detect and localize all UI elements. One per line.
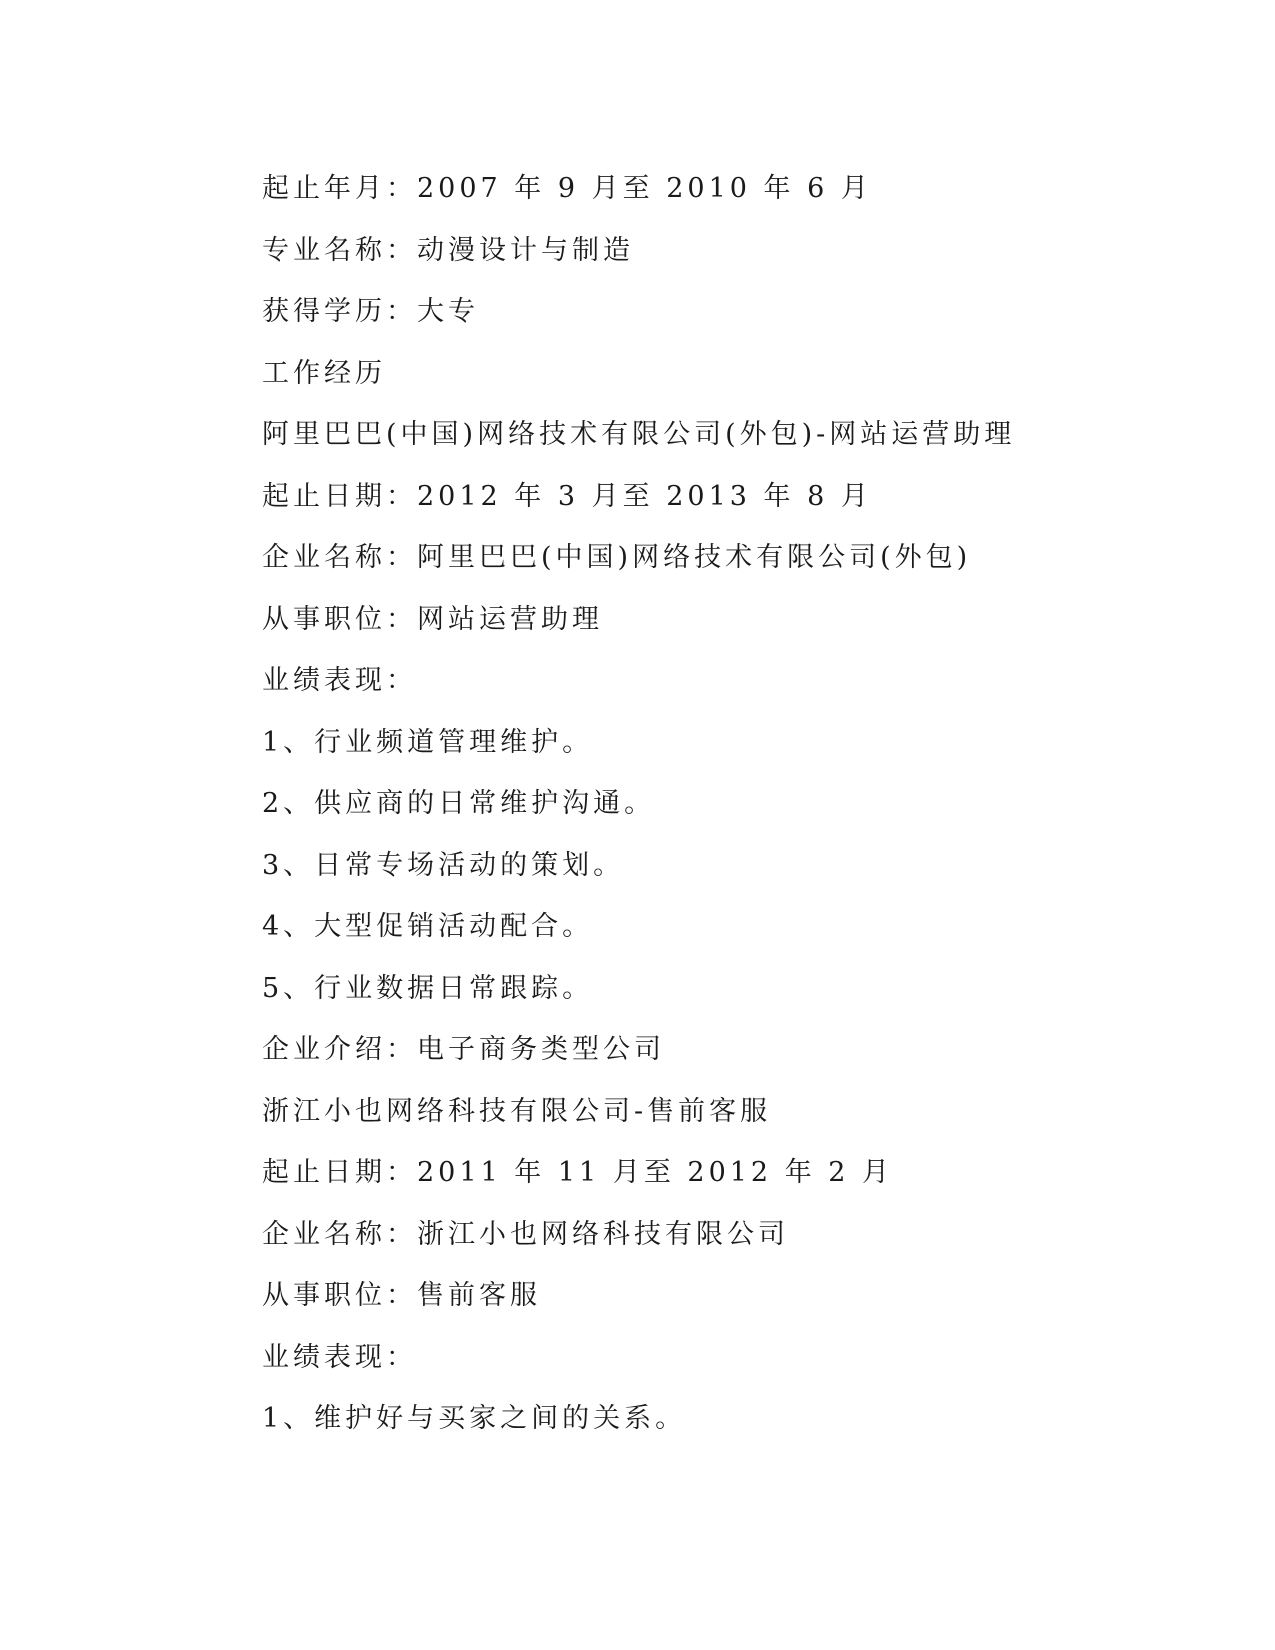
job-1-performance-item: 4、大型促销活动配合。 [262,911,594,942]
degree-line: 获得学历：大专 [262,296,479,327]
job-2-company-line: 企业名称：浙江小也网络科技有限公司 [262,1218,789,1250]
major-name-line: 专业名称：动漫设计与制造 [262,234,634,266]
job-1-position-line: 从事职位：网站运营助理 [262,603,603,635]
job-2-position-line: 从事职位：售前客服 [262,1280,541,1311]
job-2-performance-item: 1、维护好与买家之间的关系。 [262,1403,687,1434]
education-period-line: 起止年月：2007 年 9 月至 2010 年 6 月 [262,173,872,204]
resume-text-block [262,158,1162,1450]
job-1-performance-item: 3、日常专场活动的策划。 [262,849,625,881]
job-1-performance-item: 1、行业频道管理维护。 [262,726,594,758]
job-1-company-line: 企业名称：阿里巴巴(中国)网络技术有限公司(外包) [262,542,972,573]
job-2-period-line: 起止日期：2011 年 11 月至 2012 年 2 月 [262,1157,894,1188]
job-1-performance-heading: 业绩表现： [262,665,417,696]
job-1-period-line: 起止日期：2012 年 3 月至 2013 年 8 月 [262,480,872,512]
job-2-performance-heading: 业绩表现： [262,1341,417,1373]
job-1-performance-item: 2、供应商的日常维护沟通。 [262,788,656,819]
job-2-title-line: 浙江小也网络科技有限公司-售前客服 [262,1095,772,1127]
job-1-company-intro-line: 企业介绍：电子商务类型公司 [262,1034,665,1065]
job-1-title-line: 阿里巴巴(中国)网络技术有限公司(外包)-网站运营助理 [262,419,1016,450]
work-experience-heading: 工作经历 [262,357,386,389]
job-1-performance-item: 5、行业数据日常跟踪。 [262,972,594,1004]
